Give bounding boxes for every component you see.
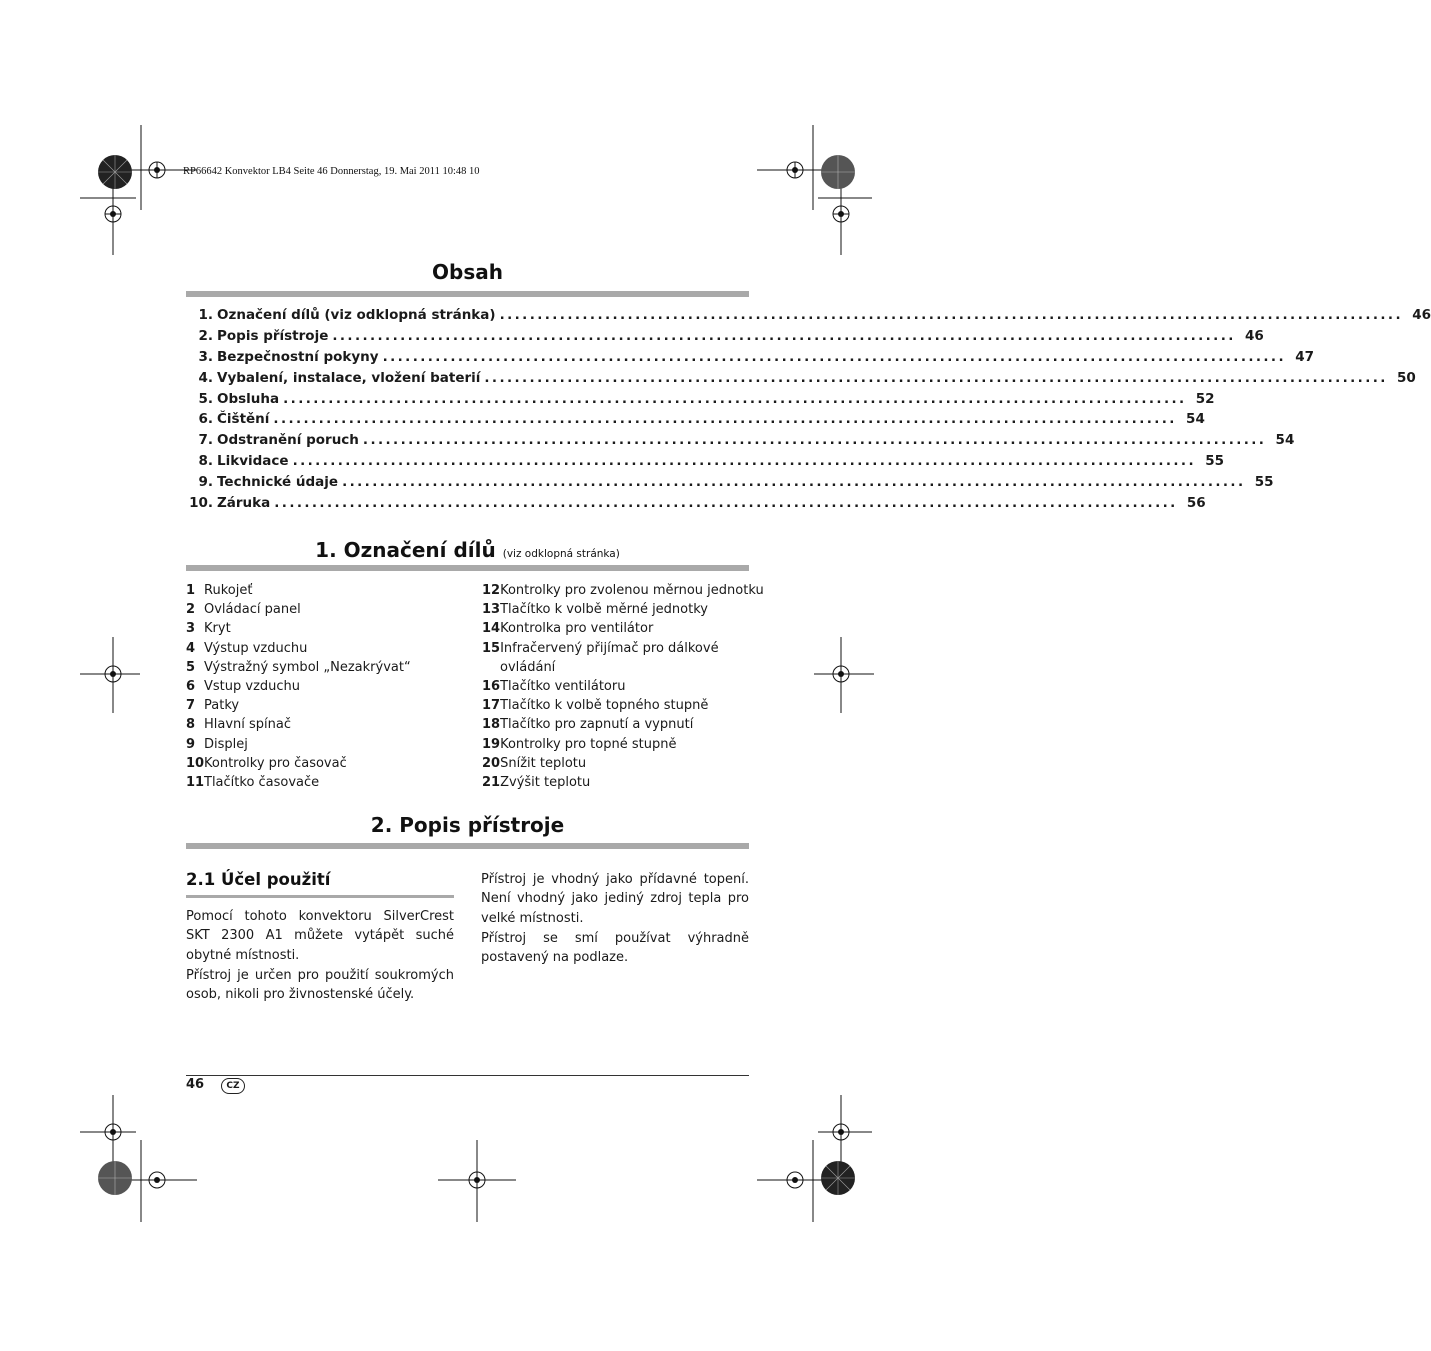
part-label: Tlačítko k volbě měrné jednotky bbox=[500, 602, 708, 618]
description-title: 2. Popis přístroje bbox=[370, 813, 565, 837]
toc-item-leader: ........................................................................................................................ bbox=[292, 453, 1196, 470]
language-badge: CZ bbox=[221, 1078, 245, 1094]
toc-item-title: Odstranění poruch bbox=[217, 432, 359, 449]
part-number: 3 bbox=[186, 621, 196, 637]
toc-item-title: Popis přístroje bbox=[217, 327, 329, 344]
part-item bbox=[482, 679, 750, 698]
part-label: Vstup vzduchu bbox=[204, 678, 301, 694]
part-item bbox=[186, 583, 466, 602]
print-header: RP66642 Konvektor LB4 Seite 46 Donnerstag, 19. Mai 2011 10:48 10 bbox=[183, 166, 480, 177]
part-label: Kontrolky pro časovač bbox=[204, 755, 347, 771]
toc-item bbox=[186, 348, 1314, 370]
toc-item-number: 10. bbox=[189, 495, 213, 512]
toc-item-leader: ........................................................................................................................ bbox=[484, 369, 1388, 386]
part-label: Kontrolky pro zvolenou měrnou jednotku bbox=[500, 583, 764, 598]
toc-item-page: 52 bbox=[1195, 390, 1215, 407]
part-label: Tlačítko k volbě topného stupně bbox=[500, 698, 709, 714]
parts-title: 1. Označení dílů bbox=[315, 538, 496, 562]
part-item bbox=[482, 602, 750, 621]
paragraph: Přístroj se smí používat výhradně postavený na podlaze. bbox=[481, 930, 749, 966]
toc-item-number: 9. bbox=[198, 474, 213, 491]
toc-item-leader: ........................................................................................................................ bbox=[362, 432, 1267, 449]
toc-item-leader: ........................................................................................................................ bbox=[332, 327, 1236, 344]
toc-item bbox=[186, 369, 1416, 391]
table-of-contents bbox=[186, 307, 1431, 516]
part-item bbox=[186, 641, 466, 660]
part-number: 1 bbox=[186, 583, 196, 598]
toc-item bbox=[186, 327, 1264, 349]
toc-item-leader: ........................................................................................................................ bbox=[283, 390, 1187, 407]
part-item bbox=[186, 756, 466, 775]
description-right-column bbox=[481, 870, 749, 968]
toc-rule bbox=[186, 291, 749, 297]
toc-item-number: 1. bbox=[198, 307, 213, 323]
toc-item bbox=[186, 432, 1295, 453]
part-label: Tlačítko ventilátoru bbox=[500, 678, 626, 694]
part-item bbox=[482, 621, 750, 640]
part-number: 2 bbox=[186, 602, 196, 618]
part-label: Infračervený přijímač pro dálkové bbox=[500, 640, 719, 656]
toc-item-leader: ........................................................................................................................ bbox=[499, 307, 1403, 323]
description-left-column bbox=[186, 907, 454, 1005]
part-item bbox=[186, 717, 466, 736]
part-number: 17 bbox=[482, 698, 501, 714]
part-number: 5 bbox=[186, 659, 196, 675]
part-item bbox=[186, 602, 466, 621]
description-rule bbox=[186, 843, 749, 849]
part-item bbox=[186, 698, 466, 717]
footer-rule bbox=[186, 1075, 749, 1076]
toc-item-number: 8. bbox=[198, 453, 213, 470]
page-number: 46 bbox=[186, 1077, 205, 1092]
parts-heading bbox=[186, 538, 749, 562]
paragraph: Přístroj je vhodný jako přídavné topení. Není vhodný jako jediný zdroj tepla pro velké místnosti. bbox=[481, 872, 749, 926]
toc-item-leader: ........................................................................................................................ bbox=[274, 495, 1178, 512]
paragraph: Přístroj je určen pro použití soukromých osob, nikoli pro živnostenské účely. bbox=[186, 967, 454, 1003]
paragraph: Pomocí tohoto konvektoru SilverCrest SKT 2300 A1 můžete vytápět suché obytné místnosti. bbox=[186, 909, 454, 963]
part-item bbox=[186, 679, 466, 698]
toc-item-title: Vybalení, instalace, vložení baterií bbox=[217, 369, 481, 386]
part-number: 15 bbox=[482, 640, 501, 656]
part-item bbox=[186, 737, 466, 756]
toc-item-page: 54 bbox=[1275, 432, 1295, 449]
toc-item-leader: ........................................................................................................................ bbox=[273, 411, 1177, 428]
toc-item-number: 4. bbox=[198, 369, 213, 386]
toc-item-number: 6. bbox=[198, 411, 213, 428]
part-item bbox=[186, 775, 466, 794]
toc-item-title: Označení dílů (viz odklopná stránka) bbox=[217, 307, 496, 323]
toc-item bbox=[186, 453, 1224, 474]
toc-item-title: Čištění bbox=[217, 411, 270, 428]
part-label: Kryt bbox=[204, 621, 231, 637]
part-item bbox=[482, 756, 750, 775]
part-label: Kontrolky pro topné stupně bbox=[500, 736, 677, 752]
part-number: 11 bbox=[186, 774, 205, 790]
part-label: Tlačítko časovače bbox=[204, 774, 320, 790]
toc-item-number: 7. bbox=[198, 432, 213, 449]
toc-item-number: 5. bbox=[198, 390, 213, 407]
part-label: Rukojeť bbox=[204, 583, 253, 598]
toc-item bbox=[186, 390, 1215, 412]
toc-item-page: 46 bbox=[1412, 307, 1431, 323]
part-item bbox=[482, 737, 750, 756]
part-label: Snížit teplotu bbox=[500, 755, 587, 771]
part-number: 19 bbox=[482, 736, 501, 752]
toc-item-title: Technické údaje bbox=[217, 474, 339, 491]
parts-subtitle: (viz odklopná stránka) bbox=[502, 548, 620, 560]
part-label: Patky bbox=[204, 698, 240, 714]
part-number: 14 bbox=[482, 621, 501, 637]
part-number: 4 bbox=[186, 640, 196, 656]
toc-item-leader: ........................................................................................................................ bbox=[342, 474, 1246, 491]
part-number: 8 bbox=[186, 717, 196, 733]
toc-item-page: 56 bbox=[1186, 495, 1206, 512]
part-number: 18 bbox=[482, 717, 501, 733]
toc-item-title: Obsluha bbox=[217, 390, 280, 407]
part-item bbox=[482, 775, 750, 794]
toc-item bbox=[186, 474, 1274, 495]
part-item bbox=[482, 641, 750, 660]
toc-item-number: 2. bbox=[198, 327, 213, 344]
part-item bbox=[482, 583, 764, 602]
toc-item-leader: ........................................................................................................................ bbox=[382, 348, 1286, 365]
parts-rule bbox=[186, 565, 749, 571]
toc-title: Obsah bbox=[432, 260, 503, 284]
toc-item bbox=[186, 495, 1206, 516]
toc-item-page: 55 bbox=[1205, 453, 1224, 470]
part-item bbox=[482, 717, 750, 736]
part-label: Zvýšit teplotu bbox=[500, 774, 591, 790]
toc-item-page: 47 bbox=[1295, 348, 1314, 365]
toc-item bbox=[186, 411, 1205, 432]
toc-item-title: Likvidace bbox=[217, 453, 289, 470]
toc-item-title: Bezpečnostní pokyny bbox=[217, 348, 379, 365]
part-number: 12 bbox=[482, 583, 501, 598]
part-label: Výstup vzduchu bbox=[204, 640, 308, 656]
subsection-title: 2.1 Účel použití bbox=[186, 870, 331, 889]
part-number: 10 bbox=[186, 755, 205, 771]
toc-item bbox=[186, 307, 1431, 328]
part-number: 16 bbox=[482, 678, 501, 694]
part-label: Tlačítko pro zapnutí a vypnutí bbox=[500, 717, 694, 733]
part-number: 21 bbox=[482, 774, 501, 790]
part-number: 20 bbox=[482, 755, 501, 771]
toc-item-page: 54 bbox=[1186, 411, 1205, 428]
part-item bbox=[186, 621, 466, 640]
part-item bbox=[186, 660, 466, 679]
part-number: 7 bbox=[186, 698, 196, 714]
part-label: Výstražný symbol „Nezakrývat“ bbox=[204, 659, 411, 675]
toc-item-number: 3. bbox=[198, 348, 213, 365]
part-number: 9 bbox=[186, 736, 196, 752]
toc-item-page: 55 bbox=[1254, 474, 1274, 491]
part-label: Kontrolka pro ventilátor bbox=[500, 621, 654, 637]
part-number: 6 bbox=[186, 678, 196, 694]
part-label: Hlavní spínač bbox=[204, 717, 292, 733]
part-number: 13 bbox=[482, 602, 501, 618]
part-label-continued: ovládání bbox=[500, 659, 556, 675]
parts-list-left bbox=[186, 583, 466, 794]
parts-list-right bbox=[482, 583, 764, 794]
part-label: Displej bbox=[204, 736, 248, 752]
toc-item-title: Záruka bbox=[217, 495, 271, 512]
toc-item-page: 50 bbox=[1397, 369, 1416, 386]
subsection-rule bbox=[186, 895, 454, 898]
part-item bbox=[482, 698, 750, 717]
part-label: Ovládací panel bbox=[204, 602, 301, 618]
toc-item-page: 46 bbox=[1244, 327, 1264, 344]
